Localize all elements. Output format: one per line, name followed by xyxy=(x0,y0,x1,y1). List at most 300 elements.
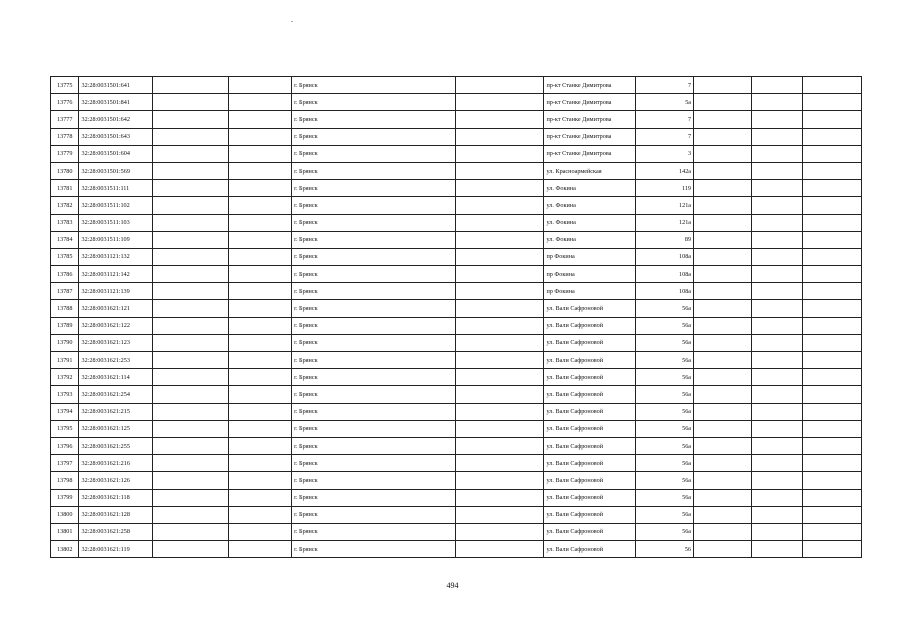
empty-cell xyxy=(455,506,544,523)
empty-cell xyxy=(752,283,803,300)
empty-cell xyxy=(694,128,752,145)
empty-cell xyxy=(752,437,803,454)
cadastral-number: 32:28:0031621:126 xyxy=(79,472,152,489)
empty-cell xyxy=(802,506,861,523)
empty-cell xyxy=(455,300,544,317)
house-number: 3 xyxy=(636,145,694,162)
empty-cell xyxy=(455,180,544,197)
record-number: 13799 xyxy=(51,489,79,506)
cadastral-number: 32:28:0031621:123 xyxy=(79,334,152,351)
house-number: 121а xyxy=(636,214,694,231)
empty-cell xyxy=(229,145,292,162)
table-row xyxy=(51,317,862,334)
empty-cell xyxy=(152,300,228,317)
table-row xyxy=(51,111,862,128)
record-number: 13790 xyxy=(51,334,79,351)
empty-cell xyxy=(694,248,752,265)
house-number: 7 xyxy=(636,128,694,145)
city-cell: г. Брянск xyxy=(292,162,456,179)
empty-cell xyxy=(802,541,861,558)
empty-cell xyxy=(455,283,544,300)
street-cell: ул. Вали Сафроновой xyxy=(544,541,636,558)
empty-cell xyxy=(694,403,752,420)
cadastral-number: 32:28:0031621:121 xyxy=(79,300,152,317)
cadastral-number: 32:28:0031501:841 xyxy=(79,94,152,111)
table-row xyxy=(51,506,862,523)
street-cell: ул. Вали Сафроновой xyxy=(544,300,636,317)
empty-cell xyxy=(802,437,861,454)
empty-cell xyxy=(752,403,803,420)
record-number: 13802 xyxy=(51,541,79,558)
empty-cell xyxy=(802,455,861,472)
street-cell: пр-кт Станке Димитрова xyxy=(544,94,636,111)
empty-cell xyxy=(752,214,803,231)
empty-cell xyxy=(694,214,752,231)
house-number: 56а xyxy=(636,472,694,489)
record-number: 13801 xyxy=(51,523,79,540)
city-cell: г. Брянск xyxy=(292,489,456,506)
empty-cell xyxy=(802,145,861,162)
empty-cell xyxy=(229,197,292,214)
empty-cell xyxy=(229,489,292,506)
record-number: 13788 xyxy=(51,300,79,317)
empty-cell xyxy=(152,77,228,94)
record-number: 13796 xyxy=(51,437,79,454)
empty-cell xyxy=(752,489,803,506)
street-cell: ул. Вали Сафроновой xyxy=(544,317,636,334)
house-number: 119 xyxy=(636,180,694,197)
record-number: 13800 xyxy=(51,506,79,523)
table-row xyxy=(51,77,862,94)
cadastral-number: 32:28:0031621:216 xyxy=(79,455,152,472)
street-cell: ул. Вали Сафроновой xyxy=(544,334,636,351)
empty-cell xyxy=(802,489,861,506)
house-number: 7 xyxy=(636,111,694,128)
house-number: 56а xyxy=(636,506,694,523)
empty-cell xyxy=(229,506,292,523)
empty-cell xyxy=(694,386,752,403)
empty-cell xyxy=(802,231,861,248)
street-cell: пр Фокина xyxy=(544,283,636,300)
city-cell: г. Брянск xyxy=(292,472,456,489)
cadastral-number: 32:28:0031621:122 xyxy=(79,317,152,334)
cadastral-number: 32:28:0031621:258 xyxy=(79,523,152,540)
empty-cell xyxy=(802,472,861,489)
empty-cell xyxy=(455,541,544,558)
empty-cell xyxy=(229,231,292,248)
empty-cell xyxy=(152,437,228,454)
record-number: 13787 xyxy=(51,283,79,300)
house-number: 56а xyxy=(636,403,694,420)
city-cell: г. Брянск xyxy=(292,541,456,558)
empty-cell xyxy=(752,248,803,265)
empty-cell xyxy=(152,266,228,283)
cadastral-number: 32:28:0031511:111 xyxy=(79,180,152,197)
street-cell: ул. Вали Сафроновой xyxy=(544,403,636,420)
record-number: 13794 xyxy=(51,403,79,420)
cadastral-number: 32:28:0031621:255 xyxy=(79,437,152,454)
table-row xyxy=(51,352,862,369)
house-number: 108а xyxy=(636,248,694,265)
empty-cell xyxy=(229,283,292,300)
empty-cell xyxy=(802,352,861,369)
city-cell: г. Брянск xyxy=(292,283,456,300)
empty-cell xyxy=(802,77,861,94)
empty-cell xyxy=(752,369,803,386)
record-number: 13778 xyxy=(51,128,79,145)
empty-cell xyxy=(152,369,228,386)
cadastral-number: 32:28:0031621:128 xyxy=(79,506,152,523)
empty-cell xyxy=(802,403,861,420)
empty-cell xyxy=(694,266,752,283)
empty-cell xyxy=(802,283,861,300)
empty-cell xyxy=(752,128,803,145)
house-number: 56а xyxy=(636,300,694,317)
empty-cell xyxy=(802,523,861,540)
empty-cell xyxy=(802,248,861,265)
street-cell: пр Фокина xyxy=(544,248,636,265)
empty-cell xyxy=(229,369,292,386)
empty-cell xyxy=(752,455,803,472)
empty-cell xyxy=(802,214,861,231)
empty-cell xyxy=(694,162,752,179)
empty-cell xyxy=(752,541,803,558)
empty-cell xyxy=(152,352,228,369)
record-number: 13792 xyxy=(51,369,79,386)
empty-cell xyxy=(694,352,752,369)
street-cell: ул. Вали Сафроновой xyxy=(544,489,636,506)
empty-cell xyxy=(694,317,752,334)
street-cell: пр-кт Станке Димитрова xyxy=(544,128,636,145)
city-cell: г. Брянск xyxy=(292,94,456,111)
city-cell: г. Брянск xyxy=(292,523,456,540)
city-cell: г. Брянск xyxy=(292,231,456,248)
city-cell: г. Брянск xyxy=(292,180,456,197)
empty-cell xyxy=(152,214,228,231)
house-number: 89 xyxy=(636,231,694,248)
city-cell: г. Брянск xyxy=(292,77,456,94)
house-number: 56а xyxy=(636,334,694,351)
empty-cell xyxy=(152,111,228,128)
street-cell: ул. Вали Сафроновой xyxy=(544,437,636,454)
empty-cell xyxy=(694,489,752,506)
empty-cell xyxy=(229,317,292,334)
city-cell: г. Брянск xyxy=(292,266,456,283)
empty-cell xyxy=(229,162,292,179)
house-number: 142а xyxy=(636,162,694,179)
empty-cell xyxy=(752,386,803,403)
street-cell: ул. Вали Сафроновой xyxy=(544,420,636,437)
empty-cell xyxy=(752,506,803,523)
empty-cell xyxy=(752,523,803,540)
empty-cell xyxy=(229,77,292,94)
empty-cell xyxy=(229,541,292,558)
city-cell: г. Брянск xyxy=(292,111,456,128)
table-row xyxy=(51,472,862,489)
empty-cell xyxy=(455,369,544,386)
registry-table xyxy=(50,76,862,558)
empty-cell xyxy=(455,334,544,351)
empty-cell xyxy=(229,403,292,420)
record-number: 13777 xyxy=(51,111,79,128)
city-cell: г. Брянск xyxy=(292,420,456,437)
cadastral-number: 32:28:0031511:109 xyxy=(79,231,152,248)
empty-cell xyxy=(752,77,803,94)
empty-cell xyxy=(229,472,292,489)
record-number: 13795 xyxy=(51,420,79,437)
house-number: 56 xyxy=(636,541,694,558)
empty-cell xyxy=(694,455,752,472)
empty-cell xyxy=(455,420,544,437)
cadastral-number: 32:28:0031121:132 xyxy=(79,248,152,265)
empty-cell xyxy=(229,180,292,197)
empty-cell xyxy=(229,420,292,437)
house-number: 56а xyxy=(636,455,694,472)
empty-cell xyxy=(455,231,544,248)
empty-cell xyxy=(152,94,228,111)
empty-cell xyxy=(152,197,228,214)
city-cell: г. Брянск xyxy=(292,128,456,145)
empty-cell xyxy=(752,180,803,197)
cadastral-number: 32:28:0031121:142 xyxy=(79,266,152,283)
empty-cell xyxy=(802,266,861,283)
cadastral-number: 32:28:0031501:643 xyxy=(79,128,152,145)
registry-table-body xyxy=(51,77,862,558)
table-row xyxy=(51,197,862,214)
empty-cell xyxy=(752,420,803,437)
empty-cell xyxy=(152,162,228,179)
empty-cell xyxy=(752,300,803,317)
empty-cell xyxy=(229,437,292,454)
empty-cell xyxy=(152,248,228,265)
table-row xyxy=(51,283,862,300)
empty-cell xyxy=(229,386,292,403)
empty-cell xyxy=(752,111,803,128)
table-row xyxy=(51,145,862,162)
street-cell: ул. Вали Сафроновой xyxy=(544,369,636,386)
street-cell: пр-кт Станке Димитрова xyxy=(544,145,636,162)
empty-cell xyxy=(694,94,752,111)
cadastral-number: 32:28:0031621:118 xyxy=(79,489,152,506)
house-number: 5а xyxy=(636,94,694,111)
street-cell: ул. Вали Сафроновой xyxy=(544,455,636,472)
cadastral-number: 32:28:0031621:254 xyxy=(79,386,152,403)
city-cell: г. Брянск xyxy=(292,403,456,420)
record-number: 13776 xyxy=(51,94,79,111)
city-cell: г. Брянск xyxy=(292,352,456,369)
empty-cell xyxy=(455,352,544,369)
table-row xyxy=(51,266,862,283)
cadastral-number: 32:28:0031621:125 xyxy=(79,420,152,437)
empty-cell xyxy=(229,214,292,231)
empty-cell xyxy=(455,197,544,214)
street-cell: ул. Красноармейская xyxy=(544,162,636,179)
empty-cell xyxy=(455,94,544,111)
empty-cell xyxy=(152,472,228,489)
empty-cell xyxy=(455,317,544,334)
table-row xyxy=(51,214,862,231)
empty-cell xyxy=(802,317,861,334)
empty-cell xyxy=(229,248,292,265)
empty-cell xyxy=(455,111,544,128)
empty-cell xyxy=(229,523,292,540)
city-cell: г. Брянск xyxy=(292,506,456,523)
cadastral-number: 32:28:0031621:119 xyxy=(79,541,152,558)
table-row xyxy=(51,94,862,111)
empty-cell xyxy=(694,541,752,558)
empty-cell xyxy=(152,523,228,540)
empty-cell xyxy=(802,197,861,214)
house-number: 56а xyxy=(636,386,694,403)
empty-cell xyxy=(455,162,544,179)
record-number: 13797 xyxy=(51,455,79,472)
table-row xyxy=(51,369,862,386)
house-number: 56а xyxy=(636,352,694,369)
house-number: 56а xyxy=(636,317,694,334)
empty-cell xyxy=(455,248,544,265)
street-cell: ул. Фокина xyxy=(544,197,636,214)
table-row xyxy=(51,437,862,454)
record-number: 13791 xyxy=(51,352,79,369)
street-cell: пр-кт Станке Димитрова xyxy=(544,77,636,94)
empty-cell xyxy=(455,266,544,283)
empty-cell xyxy=(752,94,803,111)
house-number: 108а xyxy=(636,283,694,300)
table-row xyxy=(51,162,862,179)
street-cell: ул. Вали Сафроновой xyxy=(544,386,636,403)
empty-cell xyxy=(694,437,752,454)
record-number: 13785 xyxy=(51,248,79,265)
empty-cell xyxy=(694,145,752,162)
empty-cell xyxy=(802,111,861,128)
empty-cell xyxy=(229,111,292,128)
city-cell: г. Брянск xyxy=(292,369,456,386)
empty-cell xyxy=(455,455,544,472)
city-cell: г. Брянск xyxy=(292,248,456,265)
empty-cell xyxy=(694,369,752,386)
empty-cell xyxy=(455,403,544,420)
table-row xyxy=(51,300,862,317)
empty-cell xyxy=(802,300,861,317)
empty-cell xyxy=(694,111,752,128)
table-row xyxy=(51,489,862,506)
house-number: 108а xyxy=(636,266,694,283)
city-cell: г. Брянск xyxy=(292,300,456,317)
scan-speck xyxy=(291,21,293,22)
empty-cell xyxy=(752,317,803,334)
cadastral-number: 32:28:0031501:642 xyxy=(79,111,152,128)
empty-cell xyxy=(229,300,292,317)
house-number: 121а xyxy=(636,197,694,214)
empty-cell xyxy=(694,197,752,214)
cadastral-number: 32:28:0031621:253 xyxy=(79,352,152,369)
street-cell: ул. Вали Сафроновой xyxy=(544,523,636,540)
record-number: 13782 xyxy=(51,197,79,214)
empty-cell xyxy=(152,420,228,437)
cadastral-number: 32:28:0031511:103 xyxy=(79,214,152,231)
record-number: 13779 xyxy=(51,145,79,162)
empty-cell xyxy=(455,437,544,454)
empty-cell xyxy=(229,266,292,283)
empty-cell xyxy=(455,128,544,145)
empty-cell xyxy=(694,506,752,523)
record-number: 13784 xyxy=(51,231,79,248)
empty-cell xyxy=(752,352,803,369)
empty-cell xyxy=(152,283,228,300)
street-cell: ул. Вали Сафроновой xyxy=(544,506,636,523)
empty-cell xyxy=(752,162,803,179)
empty-cell xyxy=(455,472,544,489)
empty-cell xyxy=(152,128,228,145)
empty-cell xyxy=(802,386,861,403)
empty-cell xyxy=(802,180,861,197)
cadastral-number: 32:28:0031621:114 xyxy=(79,369,152,386)
table-row xyxy=(51,180,862,197)
empty-cell xyxy=(802,128,861,145)
house-number: 56а xyxy=(636,437,694,454)
empty-cell xyxy=(229,455,292,472)
empty-cell xyxy=(802,369,861,386)
empty-cell xyxy=(694,283,752,300)
empty-cell xyxy=(229,128,292,145)
house-number: 56а xyxy=(636,523,694,540)
street-cell: ул. Вали Сафроновой xyxy=(544,472,636,489)
record-number: 13786 xyxy=(51,266,79,283)
empty-cell xyxy=(455,489,544,506)
empty-cell xyxy=(152,334,228,351)
empty-cell xyxy=(152,455,228,472)
record-number: 13780 xyxy=(51,162,79,179)
empty-cell xyxy=(152,403,228,420)
table-row xyxy=(51,455,862,472)
record-number: 13793 xyxy=(51,386,79,403)
record-number: 13798 xyxy=(51,472,79,489)
city-cell: г. Брянск xyxy=(292,145,456,162)
empty-cell xyxy=(802,94,861,111)
house-number: 56а xyxy=(636,369,694,386)
table-row xyxy=(51,386,862,403)
empty-cell xyxy=(802,334,861,351)
table-row xyxy=(51,248,862,265)
city-cell: г. Брянск xyxy=(292,334,456,351)
street-cell: ул. Фокина xyxy=(544,180,636,197)
empty-cell xyxy=(694,77,752,94)
city-cell: г. Брянск xyxy=(292,455,456,472)
table-row xyxy=(51,403,862,420)
empty-cell xyxy=(152,317,228,334)
empty-cell xyxy=(694,334,752,351)
empty-cell xyxy=(229,94,292,111)
cadastral-number: 32:28:0031501:641 xyxy=(79,77,152,94)
empty-cell xyxy=(455,386,544,403)
record-number: 13775 xyxy=(51,77,79,94)
empty-cell xyxy=(152,541,228,558)
cadastral-number: 32:28:0031511:102 xyxy=(79,197,152,214)
empty-cell xyxy=(455,214,544,231)
empty-cell xyxy=(802,420,861,437)
table-row xyxy=(51,231,862,248)
city-cell: г. Брянск xyxy=(292,317,456,334)
city-cell: г. Брянск xyxy=(292,197,456,214)
empty-cell xyxy=(752,197,803,214)
page-number: 494 xyxy=(446,581,459,590)
empty-cell xyxy=(694,472,752,489)
empty-cell xyxy=(694,231,752,248)
city-cell: г. Брянск xyxy=(292,214,456,231)
empty-cell xyxy=(152,180,228,197)
city-cell: г. Брянск xyxy=(292,386,456,403)
empty-cell xyxy=(752,472,803,489)
